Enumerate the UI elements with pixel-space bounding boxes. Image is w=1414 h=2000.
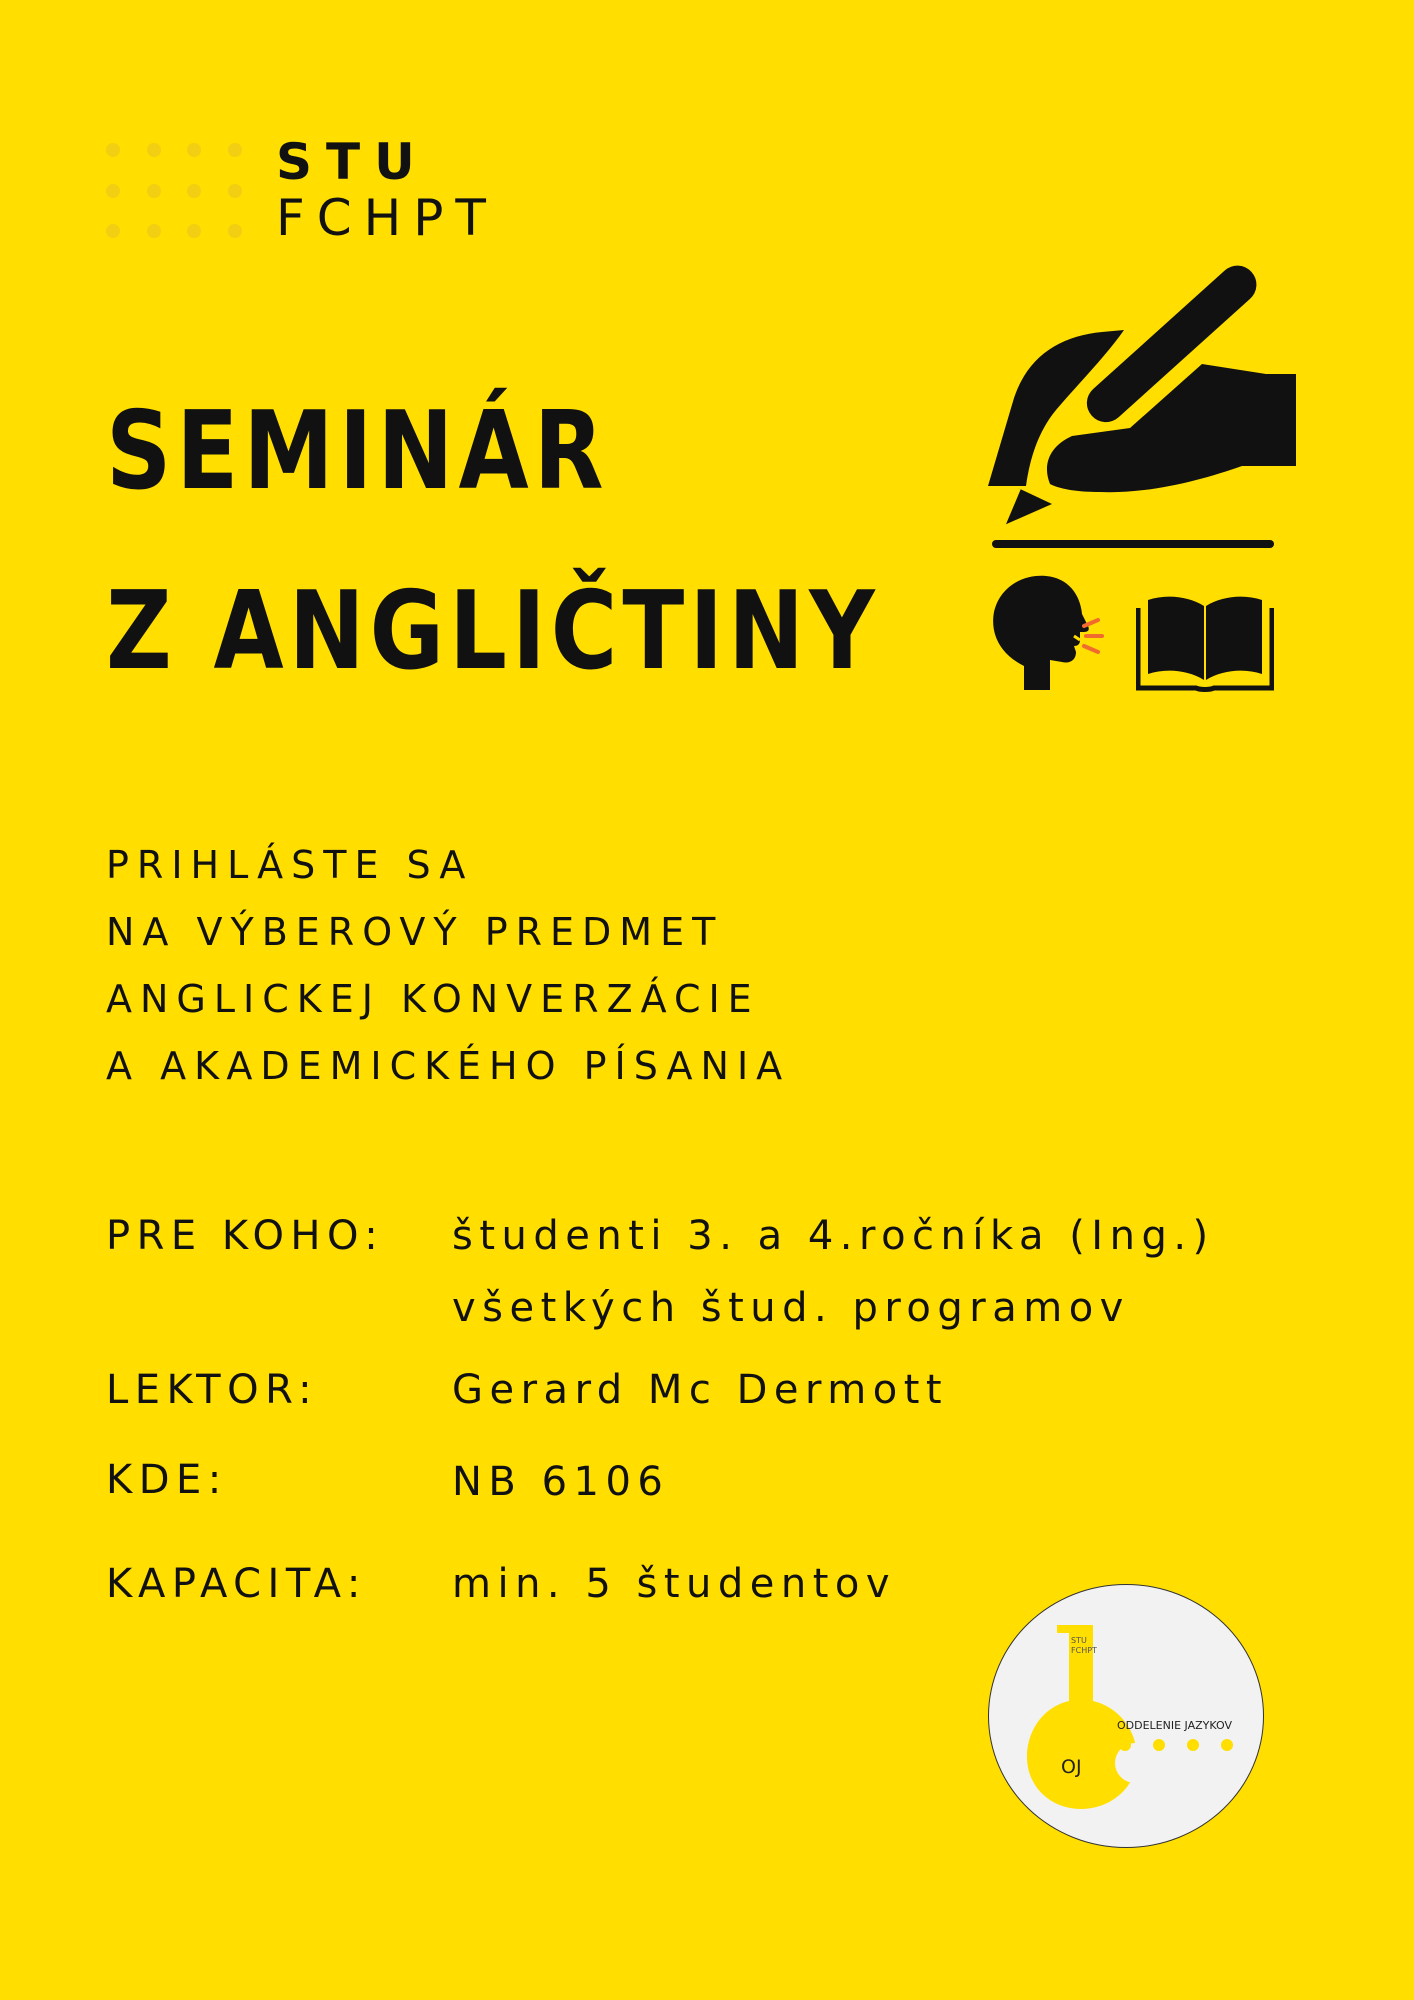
pre-koho-label: PRE KOHO: — [106, 1213, 385, 1259]
flask-text-stu: STU — [1071, 1636, 1087, 1645]
kde-value: NB 6106 — [452, 1459, 670, 1505]
faculty-name: FCHPT — [276, 189, 498, 247]
intro-line: A AKADEMICKÉHO PÍSANIA — [106, 1044, 791, 1088]
pre-koho-value-line1: študenti 3. a 4.ročníka (Ing.) — [452, 1213, 1215, 1259]
hand-writing-icon — [980, 258, 1300, 550]
kapacita-value: min. 5 študentov — [452, 1561, 897, 1607]
flask-text-fchpt: FCHPT — [1071, 1646, 1097, 1655]
page-title-line1: SEMINÁR — [106, 389, 609, 514]
kapacita-label: KAPACITA: — [106, 1561, 367, 1607]
intro-line: ANGLICKEJ KONVERZÁCIE — [106, 977, 760, 1021]
intro-text — [106, 832, 790, 1100]
page-title-line2: Z ANGLIČTINY — [106, 569, 880, 694]
flask-icon — [989, 1585, 1264, 1848]
department-badge — [988, 1584, 1264, 1848]
intro-line: PRIHLÁSTE SA — [106, 843, 474, 887]
open-book-icon — [1136, 592, 1274, 692]
speaking-head-icon — [990, 574, 1110, 692]
intro-line: NA VÝBEROVÝ PREDMET — [106, 910, 724, 954]
university-name: STU — [276, 133, 429, 191]
badge-initials: OJ — [1061, 1756, 1082, 1778]
badge-department-name: ODDELENIE JAZYKOV — [1117, 1719, 1232, 1732]
lektor-value: Gerard Mc Dermott — [452, 1367, 949, 1413]
lektor-label: LEKTOR: — [106, 1367, 319, 1413]
kde-label: KDE: — [106, 1457, 228, 1503]
pre-koho-value-line2: všetkých štud. programov — [452, 1285, 1130, 1331]
